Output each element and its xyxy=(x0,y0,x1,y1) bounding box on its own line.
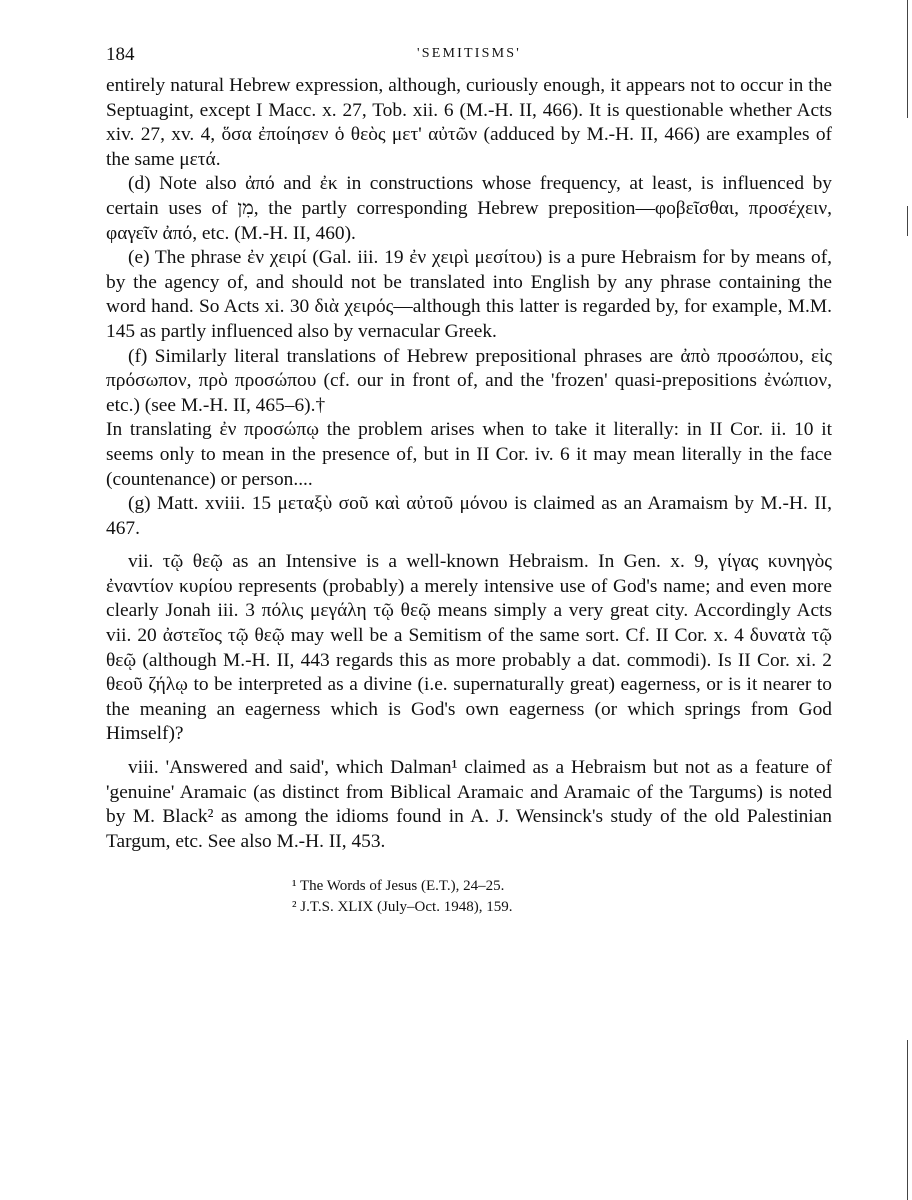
running-title: 'SEMITISMS' xyxy=(417,46,521,61)
footnote-2: ² J.T.S. XLIX (July–Oct. 1948), 159. xyxy=(292,899,513,916)
book-page xyxy=(106,44,832,918)
page-number: 184 xyxy=(106,44,135,65)
page-edge-line-mid xyxy=(907,206,908,236)
section-vii: vii. τῷ θεῷ as an Intensive is a well-known Hebraism. In Gen. x. 9, γίγας κυνηγὸς ἐναντίον κυρίου represents (probably) a merely intensive use of God's name; and even more clearly Jonah iii. 3 πόλις μεγάλη τῷ θεῷ means simply a very great city. Accordingly Acts vii. 20 ἀστεῖος τῷ θεῷ may well be a Semitism of the same sort. Cf. II Cor. x. 4 δυνατὰ τῷ θεῷ (although M.-H. II, 443 regards this as more probably a dat. commodi). Is II Cor. xi. 2 θεοῦ ζήλῳ to be interpreted as a divine (i.e. supernaturally great) eagerness, or is it nearer to the meaning an eagerness which is God's own eagerness (or which springs from God Himself)? xyxy=(106,551,832,745)
section-viii: viii. 'Answered and said', which Dalman¹ claimed as a Hebraism but not as a feature of 'genuine' Aramaic (as distinct from Biblical Aramaic and Aramaic of the Targums) is noted by M. Black² as among the idioms found in A. J. Wensinck's study of the old Palestinian Targum, etc. See also M.-H. II, 453. xyxy=(106,757,832,852)
paragraph-e: (e) The phrase ἐν χειρί (Gal. iii. 19 ἐν χειρὶ μεσίτου) is a pure Hebraism for by means of, by the agency of, and should not be translated into English by any phrase containing the word hand. So Acts xi. 30 διὰ χειρός—although this latter is regarded by, for example, M.M. 145 as partly influenced also by vernacular Greek. xyxy=(106,247,832,342)
paragraph-g: (g) Matt. xviii. 15 μεταξὺ σοῦ καὶ αὐτοῦ μόνου is claimed as an Aramaism by M.-H. II, 467. xyxy=(106,493,832,539)
footnotes xyxy=(292,876,832,918)
paragraph-continuation: entirely natural Hebrew expression, although, curiously enough, it appears not to occur in the Septuagint, except I Macc. x. 27, Tob. xii. 6 (M.-H. II, 466). It is questionable whether Acts xiv. 27, xv. 4, ὅσα ἐποίησεν ὁ θεὸς μετ' αὐτῶν (adduced by M.-H. II, 466) are examples of the same μετά. xyxy=(106,75,832,170)
page-edge-line-bottom xyxy=(907,1040,908,1200)
paragraph-d: (d) Note also ἀπό and ἐκ in constructions whose frequency, at least, is influenced by certain uses of מִן, the partly corresponding Hebrew preposition—φοβεῖσθαι, προσέχειν, φαγεῖν ἀπό, etc. (M.-H. II, 460). xyxy=(106,173,832,244)
page-header xyxy=(106,44,832,74)
footnote-1: ¹ The Words of Jesus (E.T.), 24–25. xyxy=(292,878,505,895)
paragraph-f: (f) Similarly literal translations of Hebrew prepositional phrases are ἀπὸ προσώπου, εἰς πρόσωπον, πρὸ προσώπου (cf. our in front of, and the 'frozen' quasi-prepositions ἐνώπιον, etc.) (see M.-H. II, 465–6).† xyxy=(106,345,832,416)
body-text xyxy=(106,74,832,854)
page-edge-line-top xyxy=(907,0,908,118)
paragraph-translating: In translating ἐν προσώπῳ the problem arises when to take it literally: in II Cor. ii. 10 it seems only to mean in the presence of, but in II Cor. iv. 6 it may mean literally in the face (countenance) or person.... xyxy=(106,419,832,490)
